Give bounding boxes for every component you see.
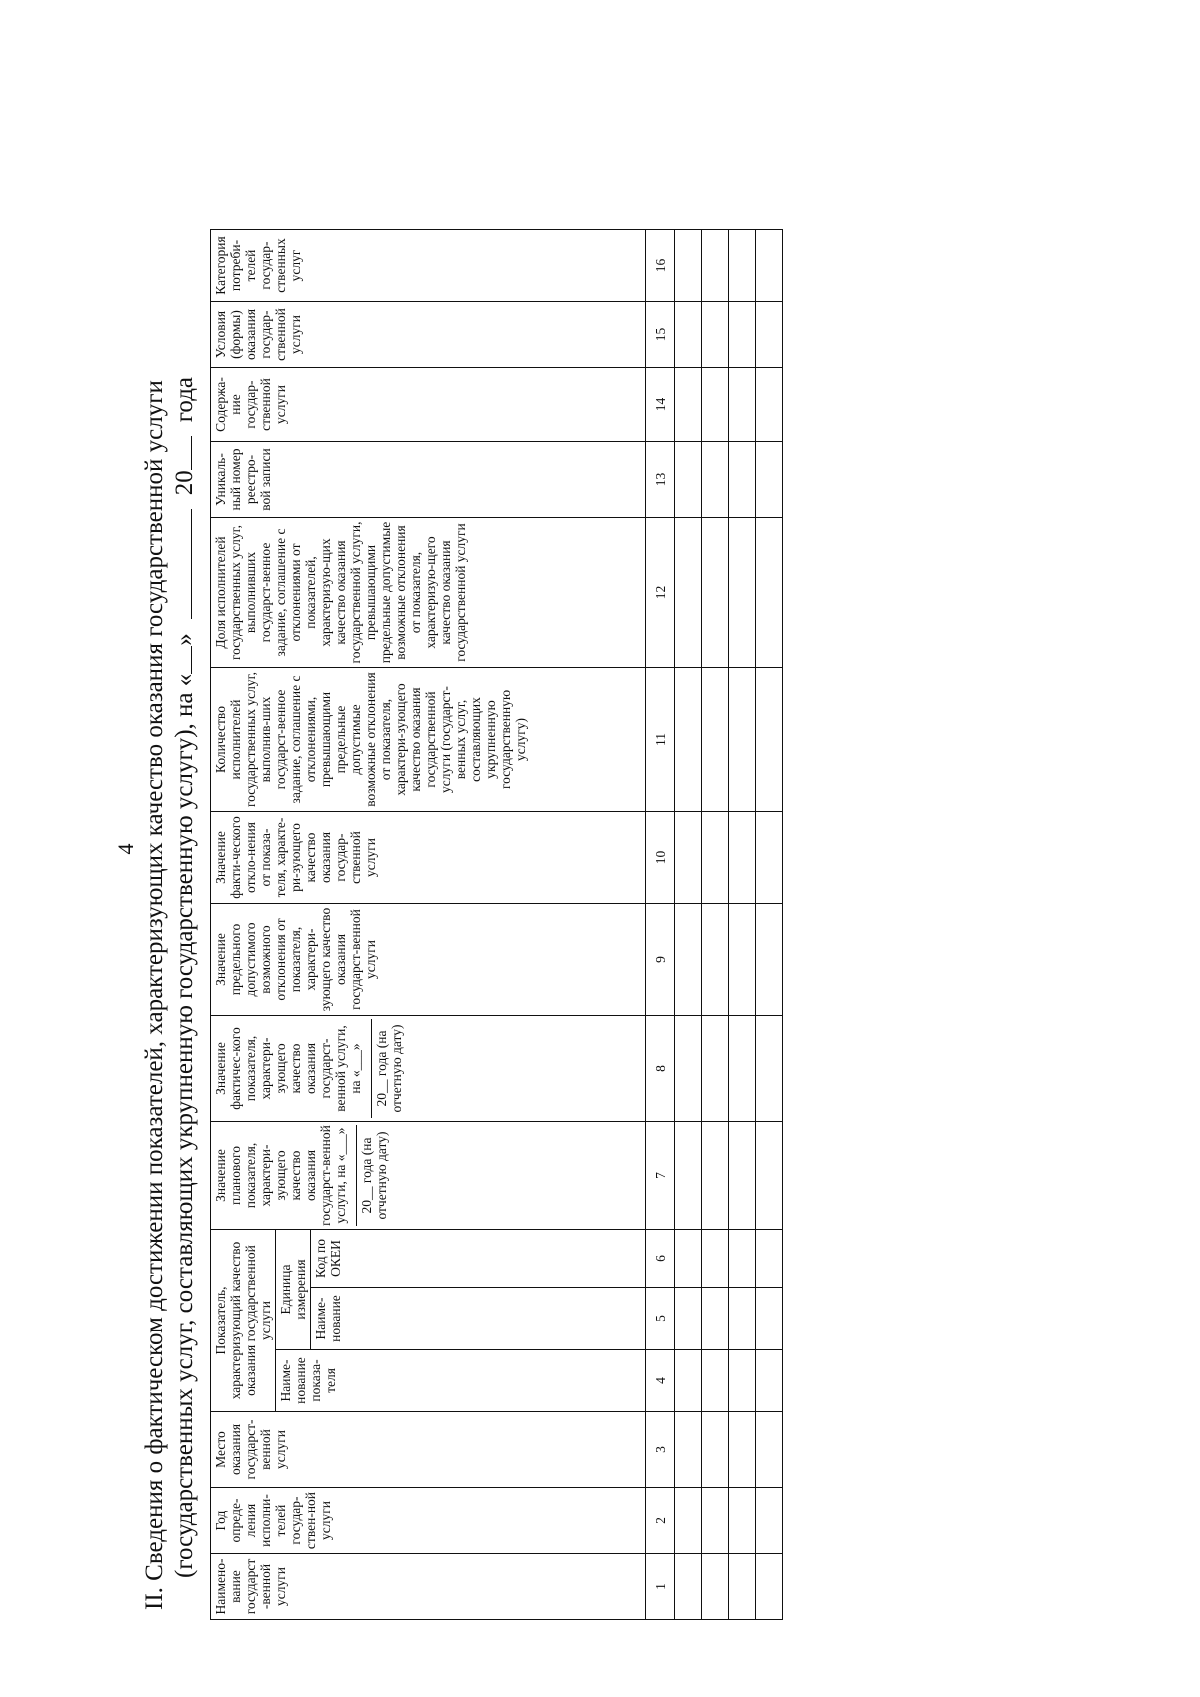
column-number: 2	[646, 1488, 675, 1554]
planned-date-note: 20__ года (на отчетную дату)	[356, 1125, 389, 1226]
header-year: Год опреде-ления исполни-телей государ-ствен-ной услуги	[211, 1488, 646, 1554]
column-number: 6	[646, 1230, 675, 1288]
header-executors-share: Доля исполнителей государственных услуг, выполнивших государст-венное задание, соглашение с отклонениями от показателей, характеризую-щих качество оказания государственной услуги, превышающими предельные допустимые возможные отклонения от показателя, характеризую-щего качество оказания государственной услуги	[211, 518, 646, 668]
header-actual-deviation: Значение факти-ческого откло-нения от показа-теля, характе-ри-зующего качество оказания государ-ственной услуги	[211, 812, 646, 904]
empty-row	[675, 230, 702, 1620]
header-max-deviation: Значение предельного допустимого возможного отклонения от показателя, характери-зующего качество оказания государст-венной услуги	[211, 904, 646, 1016]
column-number: 8	[646, 1016, 675, 1122]
header-service-conditions: Условия (формы) оказания государ-ственной услуги	[211, 302, 646, 368]
column-number: 11	[646, 668, 675, 812]
column-number: 5	[646, 1288, 675, 1350]
header-consumer-category: Категория потреби-телей государ-ственных услуг	[211, 230, 646, 302]
column-number: 7	[646, 1122, 675, 1230]
year-prefix: 20	[171, 470, 198, 496]
header-planned-value: Значение планового показателя, характери-зующего качество оказания государст-венной услуги, на «___» 20__ года (на отчетную дату)	[211, 1122, 646, 1230]
header-executors-count: Количество исполнителей государственных услуг, выполнив-ших государст-венное задание, соглашение с отклонениями, превышающими предельные допустимые возможные отклонения от показателя, характери-зующего качество оказания государственной услуги (государст-венных услуг, составляющих укрупненную государственную услугу)	[211, 668, 646, 812]
header-okei-code: Код по ОКЕИ	[311, 1230, 646, 1288]
section-title	[140, 150, 200, 1610]
title-line-2-prefix: (государственных услуг, составляющих укрупненную государственную услугу), на «	[171, 673, 198, 1578]
title-line-1: II. Сведения о фактическом достижении показателей, характеризующих качество оказания государственной услуги	[141, 380, 168, 1610]
empty-row	[756, 230, 783, 1620]
year-blank	[191, 436, 192, 470]
year-suffix: года	[171, 376, 198, 423]
report-table	[210, 229, 783, 1620]
column-number: 15	[646, 302, 675, 368]
empty-row	[702, 230, 729, 1620]
rotated-page-content	[140, 150, 1200, 1650]
title-line-2	[170, 150, 200, 1610]
column-number: 3	[646, 1412, 675, 1488]
header-unit-name: Наиме-нование	[311, 1288, 646, 1350]
header-registry-number: Уникаль-ный номер реестро-вой записи	[211, 442, 646, 518]
column-number: 10	[646, 812, 675, 904]
column-number: 16	[646, 230, 675, 302]
actual-date-note: 20__ года (на отчетную дату)	[371, 1019, 404, 1118]
header-actual-value: Значение фактичес-кого показателя, характери-зующего качество оказания государст-венной услуги, на «___» 20__ года (на отчетную дату)	[211, 1016, 646, 1122]
header-indicator-name: Наиме-нование показа-теля	[276, 1350, 646, 1412]
day-blank	[191, 646, 192, 674]
month-blank	[191, 509, 192, 619]
column-number: 14	[646, 368, 675, 442]
header-service-name: Наимено-вание государст-венной услуги	[211, 1554, 646, 1620]
column-number: 1	[646, 1554, 675, 1620]
title-line-2-mid: »	[171, 633, 198, 646]
header-indicator-group: Показатель, характеризующий качество оказания государственной услуги	[211, 1230, 276, 1412]
header-place: Место оказания государст-венной услуги	[211, 1412, 646, 1488]
column-number: 13	[646, 442, 675, 518]
page-number: 4	[113, 843, 138, 855]
header-unit-group: Единица измерения	[276, 1230, 311, 1350]
header-service-content: Содержа-ние государ-ственной услуги	[211, 368, 646, 442]
column-number: 9	[646, 904, 675, 1016]
empty-row	[729, 230, 756, 1620]
column-number: 4	[646, 1350, 675, 1412]
column-number: 12	[646, 518, 675, 668]
column-numbers-row	[646, 230, 675, 1620]
